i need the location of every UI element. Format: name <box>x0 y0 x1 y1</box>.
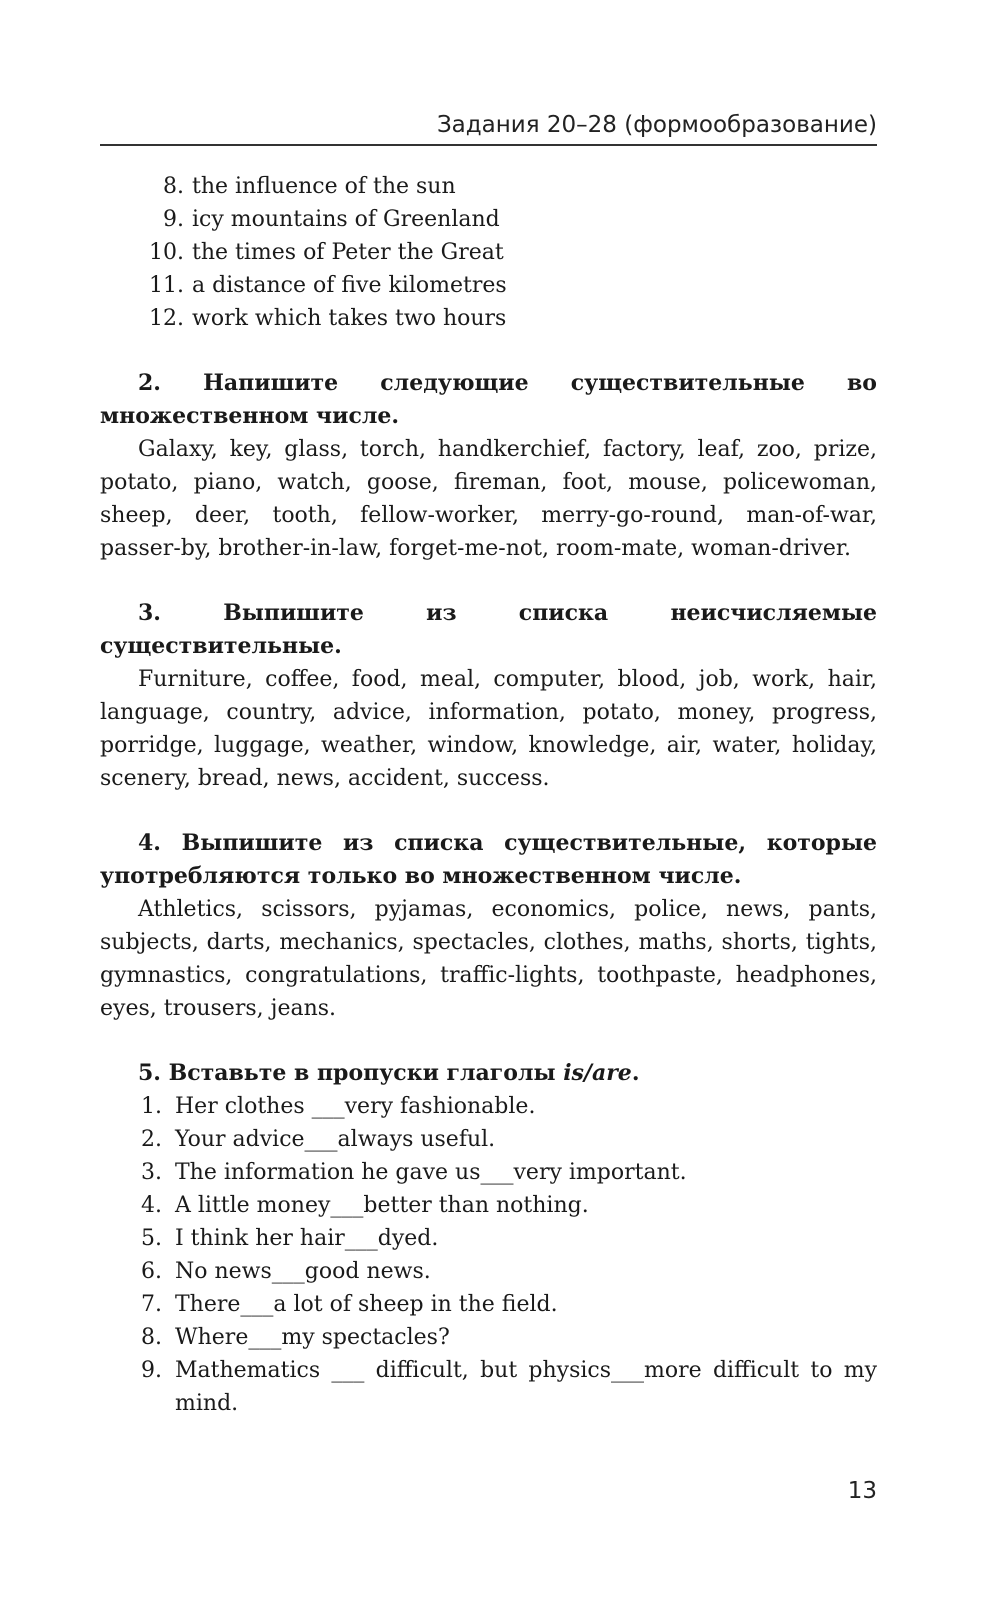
sentence-text: Where___my spectacles? <box>175 1325 450 1350</box>
sentence-text: The information he gave us___very important. <box>175 1160 687 1185</box>
item-text: icy mountains of Greenland <box>192 207 500 232</box>
running-header <box>100 102 877 146</box>
sentence-text: Mathematics ___ difficult, but physics___more difficult to my mind. <box>175 1358 877 1416</box>
sentence-item <box>100 1321 877 1354</box>
task-4-title: 4. Выпишите из списка существительные, которые употребляются только во множественном числе. <box>100 830 877 889</box>
page-number: 13 <box>847 1478 877 1504</box>
item-number: 12. <box>149 306 184 331</box>
task-4 <box>100 827 877 1025</box>
sentence-item <box>100 1288 877 1321</box>
sentence-number: 5. <box>141 1226 162 1251</box>
item-text: work which takes two hours <box>192 306 507 331</box>
item-number: 8. <box>163 174 184 199</box>
sentence-number: 9. <box>141 1358 162 1383</box>
sentence-number: 8. <box>141 1325 162 1350</box>
task-5-title-suffix: . <box>631 1060 640 1086</box>
task-5 <box>100 1057 877 1420</box>
header-title: Задания 20–28 (формообразование) <box>436 112 877 138</box>
item-text: the times of Peter the Great <box>192 240 504 265</box>
sentence-item <box>100 1222 877 1255</box>
page-content <box>100 170 877 1420</box>
list-item <box>100 302 877 335</box>
task-5-title-prefix: 5. Вставьте в пропуски глаголы <box>138 1060 564 1086</box>
sentence-text: Your advice___always useful. <box>175 1127 496 1152</box>
sentence-item <box>100 1255 877 1288</box>
sentence-item <box>100 1156 877 1189</box>
phrase-list <box>100 170 877 335</box>
sentence-item <box>100 1189 877 1222</box>
item-number: 9. <box>163 207 184 232</box>
sentence-number: 6. <box>141 1259 162 1284</box>
sentence-text: I think her hair___dyed. <box>175 1226 439 1251</box>
item-text: a distance of five kilometres <box>192 273 507 298</box>
sentence-item <box>100 1123 877 1156</box>
task-5-title-italic: is/are <box>563 1060 632 1086</box>
task-5-title <box>100 1057 877 1090</box>
list-item <box>100 170 877 203</box>
sentence-text: No news___good news. <box>175 1259 431 1284</box>
sentence-item <box>100 1090 877 1123</box>
sentence-number: 4. <box>141 1193 162 1218</box>
sentence-number: 7. <box>141 1292 162 1317</box>
task-2 <box>100 367 877 565</box>
task-3-title: 3. Выпишите из списка неисчисляемые существительные. <box>100 600 877 659</box>
sentence-number: 1. <box>141 1094 162 1119</box>
list-item <box>100 203 877 236</box>
task-3 <box>100 597 877 795</box>
item-number: 11. <box>149 273 184 298</box>
task-2-body: Galaxy, key, glass, torch, handkerchief, factory, leaf, zoo, prize, potato, piano, watch, goose, fireman, foot, mouse, policewoman, sheep, deer, tooth, fellow-worker, merry-go-round, man-of-war, passer-by, brother-in-law, forget-me-not, room-mate, woman-driver. <box>100 437 877 561</box>
task-2-title: 2. Напишите следующие существительные во множественном числе. <box>100 370 877 429</box>
item-number: 10. <box>149 240 184 265</box>
sentence-number: 3. <box>141 1160 162 1185</box>
sentence-list <box>100 1090 877 1420</box>
sentence-item <box>100 1354 877 1420</box>
task-4-body: Athletics, scissors, pyjamas, economics, police, news, pants, subjects, darts, mechanics, spectacles, clothes, maths, shorts, tights, gymnastics, congratulations, traffic-lights, toothpaste, headphones, eyes, trousers, jeans. <box>100 897 877 1021</box>
sentence-text: A little money___better than nothing. <box>175 1193 589 1218</box>
task-3-body: Furniture, coffee, food, meal, computer, blood, job, work, hair, language, country, advice, information, potato, money, progress, porridge, luggage, weather, window, knowledge, air, water, holiday, scenery, bread, news, accident, success. <box>100 667 877 791</box>
sentence-text: Her clothes ___very fashionable. <box>175 1094 536 1119</box>
sentence-text: There___a lot of sheep in the field. <box>175 1292 558 1317</box>
item-text: the influence of the sun <box>192 174 456 199</box>
list-item <box>100 269 877 302</box>
sentence-number: 2. <box>141 1127 162 1152</box>
list-item <box>100 236 877 269</box>
